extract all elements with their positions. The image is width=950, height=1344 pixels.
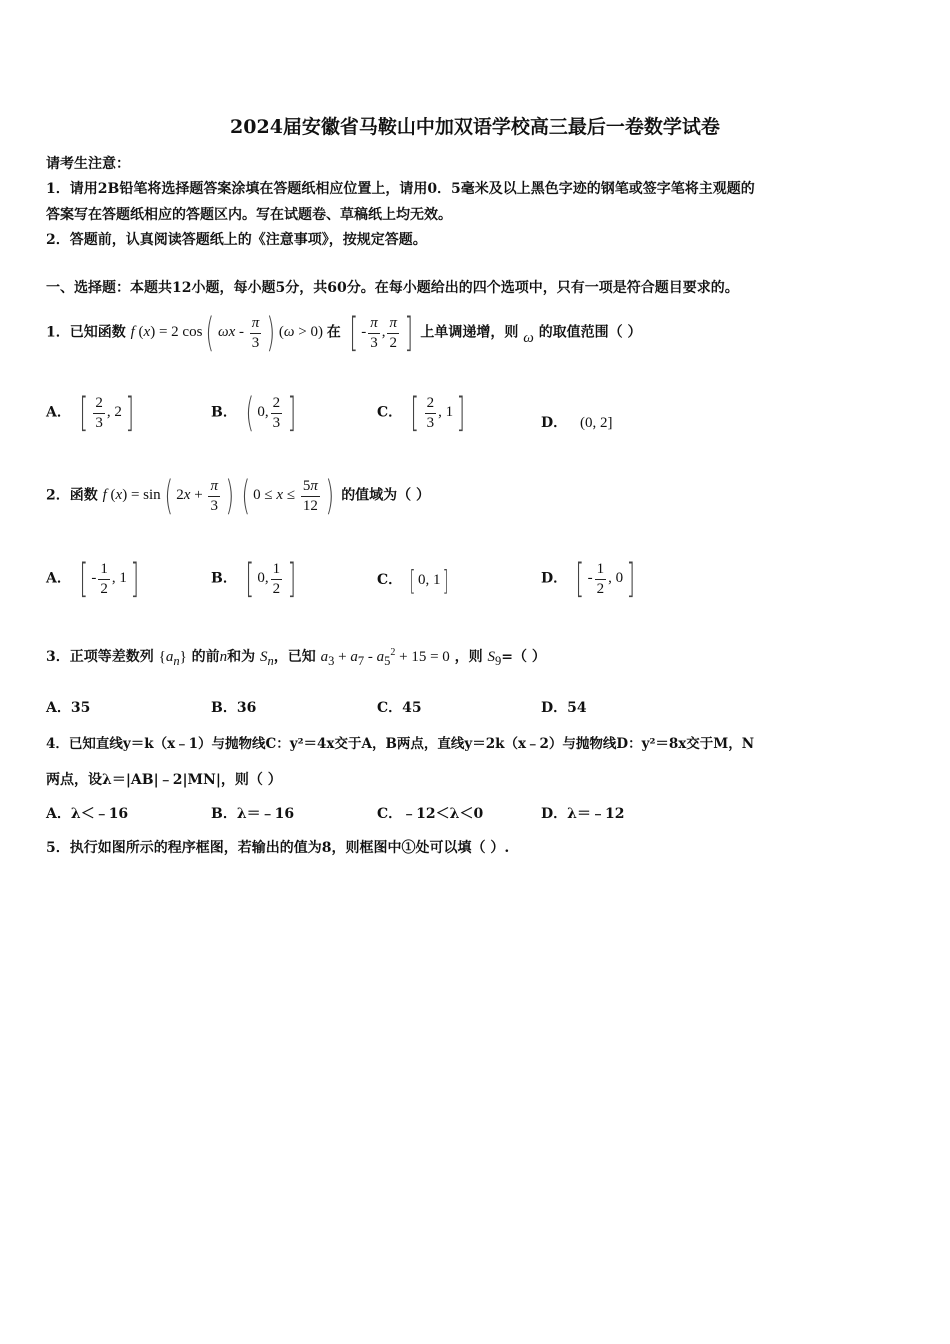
- q1-interval: [ - $\frac{\pi}{3}$ , $\frac{\pi}{2}$ ]: [349, 310, 414, 356]
- q4-option-a[interactable]: A．λ＜﹣16: [46, 806, 129, 822]
- notice-line-1: 1．请用2B铅笔将选择题答案涂填在答题纸相应位置上，请用0．5毫米及以上黑色字迹的钢笔或签字笔将主观题的: [46, 181, 755, 197]
- q1-end: 的取值范围（ ）: [538, 324, 642, 341]
- q2-option-d[interactable]: D． [ - $\frac{1}{2}$ , 0]: [541, 556, 636, 602]
- q1-formula: f (x) = 2 cos( ωx - $\frac{\pi}{3}$ ) (ω > 0): [130, 310, 327, 356]
- q3-option-b[interactable]: B．36: [211, 700, 257, 716]
- q1-option-d[interactable]: D． (0, 2]: [541, 415, 613, 431]
- q2-option-b[interactable]: B． [ 0, $\frac{1}{2}$ ]: [211, 556, 297, 602]
- q3-prefix: 3．正项等差数列: [46, 649, 154, 665]
- q3-option-a[interactable]: A．35: [46, 700, 91, 716]
- q2-option-c[interactable]: C． [ 0, 1]: [377, 564, 449, 597]
- notice-line-2: 答案写在答题纸相应的答题区内。写在试题卷、草稿纸上均无效。: [46, 207, 452, 223]
- notice-line-3: 2．答题前，认真阅读答题纸上的《注意事项》，按规定答题。: [46, 232, 427, 248]
- question-3: 3．正项等差数列 $\{a_n\}$ 的前n和为 $S_n$，已知 $a_3 + a_7 - a_5^2 + 15 = 0$ ，则 $S_9=$（ ）: [46, 647, 546, 668]
- q3-end: =（ ）: [501, 649, 546, 665]
- q1-option-b[interactable]: B． ( 0, $\frac{2}{3}$ ]: [211, 390, 297, 436]
- notice-heading: 请考生注意：: [46, 156, 130, 172]
- q1-suffix: 上单调递增，则: [420, 324, 519, 341]
- q2-option-a[interactable]: A． [ - $\frac{1}{2}$ , 1]: [46, 556, 139, 602]
- q4-option-b[interactable]: B．λ＝﹣16: [211, 806, 295, 822]
- q1-option-a[interactable]: A． [ $\frac{2}{3}$ , 2]: [46, 390, 134, 436]
- q3-mid2: 和为: [227, 649, 256, 665]
- question-5: 5．执行如图所示的程序框图，若输出的值为8，则框图中①处可以填（ ）.: [46, 840, 510, 856]
- question-2: [46, 473, 430, 519]
- q1-mid: 在: [326, 324, 341, 341]
- q2-formula: f (x) = sin( 2x + $\frac{\pi}{3}$ ) ( 0 ≤ x ≤ $\frac{5\pi}{12}$ ): [102, 473, 334, 519]
- q1-prefix: 1．已知函数: [46, 324, 126, 341]
- page-title: 2024届安徽省马鞍山中加双语学校高三最后一卷数学试卷: [230, 116, 720, 138]
- q3-option-c[interactable]: C．45: [377, 700, 422, 716]
- question-4-line-1: 4．已知直线y＝k（x﹣1）与抛物线C：y²＝4x交于A，B两点，直线y＝2k（x﹣2）与抛物线D：y²＝8x交于M，N: [46, 736, 755, 752]
- q3-sequence: $\{a_n\}$: [158, 649, 187, 668]
- q3-option-d[interactable]: D．54: [541, 700, 587, 716]
- q1-omega: ω: [523, 330, 534, 347]
- q1-option-c[interactable]: C． [ $\frac{2}{3}$ , 1]: [377, 390, 466, 436]
- q4-option-d[interactable]: D．λ＝﹣12: [541, 806, 625, 822]
- q3-mid3: ，已知: [273, 649, 316, 665]
- q4-option-c[interactable]: C．﹣12＜λ＜0: [377, 806, 484, 822]
- q3-mid1: 的前: [191, 649, 220, 665]
- q3-mid4: ，则: [454, 649, 483, 665]
- q2-prefix: 2．函数: [46, 487, 98, 504]
- question-4-line-2: 两点，设λ＝|AB|﹣2|MN|，则（ ）: [46, 772, 282, 788]
- q2-end: 的值域为（ ）: [341, 487, 431, 504]
- question-1: [46, 310, 642, 356]
- section-heading: 一、选择题：本题共12小题，每小题5分，共60分。在每小题给出的四个选项中，只有一项是符合题目要求的。: [46, 280, 739, 296]
- q3-equation: $a_3 + a_7 - a_5^2 + 15 = 0$: [320, 647, 450, 668]
